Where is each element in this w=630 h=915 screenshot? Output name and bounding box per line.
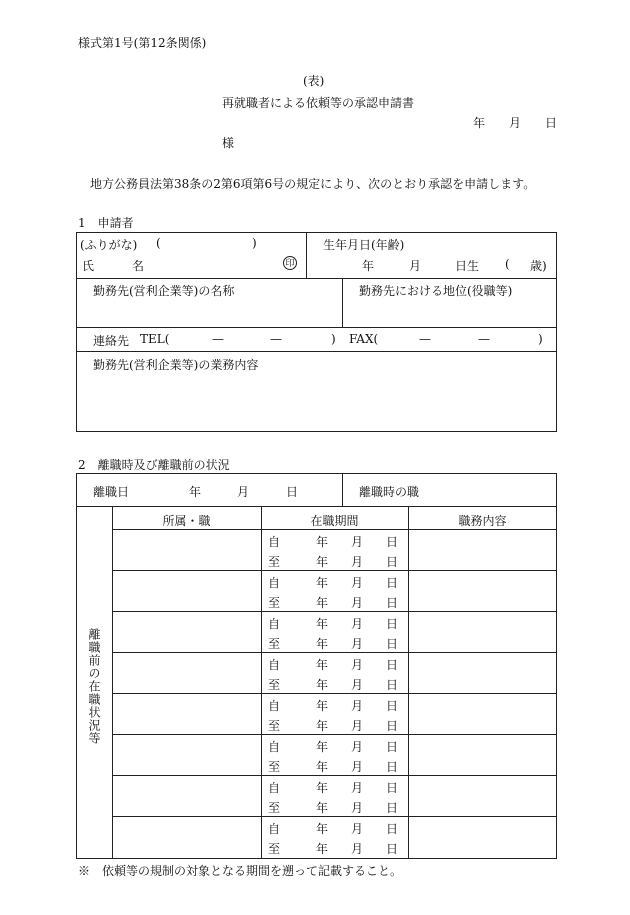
period-from-label: 自 bbox=[268, 740, 281, 754]
fax-dash-2: — bbox=[478, 332, 490, 346]
fax-dash-1: — bbox=[419, 332, 431, 346]
period-from-year: 年 bbox=[316, 822, 329, 836]
birth-day: 日生 bbox=[455, 259, 480, 273]
tel-close: ) bbox=[331, 332, 336, 346]
addressee: 様 bbox=[222, 136, 235, 150]
tel-dash-1: — bbox=[212, 332, 224, 346]
contact-label: 連絡先 bbox=[93, 334, 130, 348]
fax-label: FAX( bbox=[349, 332, 379, 346]
period-to-year: 年 bbox=[316, 637, 329, 651]
period-from-label: 自 bbox=[268, 822, 281, 836]
period-to-month: 月 bbox=[351, 555, 364, 569]
period-from-year: 年 bbox=[316, 576, 329, 590]
period-from-month: 月 bbox=[351, 699, 364, 713]
period-to-day: 日 bbox=[386, 555, 399, 569]
period-from-year: 年 bbox=[316, 699, 329, 713]
period-to-day: 日 bbox=[386, 719, 399, 733]
period-to-day: 日 bbox=[386, 842, 399, 856]
period-from-label: 自 bbox=[268, 617, 281, 631]
history-side-label: 離職前の在職状況等 bbox=[87, 628, 101, 745]
period-from-day: 日 bbox=[386, 822, 399, 836]
period-to-label: 至 bbox=[268, 801, 281, 815]
period-from-month: 月 bbox=[351, 617, 364, 631]
period-from-month: 月 bbox=[351, 576, 364, 590]
period-to-day: 日 bbox=[386, 760, 399, 774]
retire-date-label: 離職日 bbox=[93, 485, 130, 499]
period-from-label: 自 bbox=[268, 699, 281, 713]
name-label-first: 氏 bbox=[82, 259, 95, 273]
age-open: ( bbox=[505, 257, 510, 271]
furigana-paren-open: ( bbox=[156, 236, 161, 250]
period-from-label: 自 bbox=[268, 658, 281, 672]
period-to-year: 年 bbox=[316, 760, 329, 774]
birth-month: 月 bbox=[409, 259, 422, 273]
period-from-day: 日 bbox=[386, 617, 399, 631]
period-to-year: 年 bbox=[316, 678, 329, 692]
form-title: 再就職者による依頼等の承認申請書 bbox=[222, 96, 415, 110]
date-year: 年 bbox=[473, 116, 486, 130]
period-to-month: 月 bbox=[351, 801, 364, 815]
retire-day: 日 bbox=[286, 485, 299, 499]
period-from-day: 日 bbox=[386, 699, 399, 713]
col-duties-header: 職務内容 bbox=[458, 514, 507, 528]
period-from-day: 日 bbox=[386, 576, 399, 590]
retire-year: 年 bbox=[189, 485, 202, 499]
period-from-month: 月 bbox=[351, 535, 364, 549]
period-to-year: 年 bbox=[316, 719, 329, 733]
employer-position-label: 勤務先における地位(役職等) bbox=[359, 284, 513, 298]
period-to-month: 月 bbox=[351, 760, 364, 774]
retire-post-label: 離職時の職 bbox=[359, 485, 420, 499]
period-to-day: 日 bbox=[386, 637, 399, 651]
furigana-label: (ふりがな) bbox=[80, 238, 138, 252]
birth-year: 年 bbox=[362, 259, 375, 273]
period-from-day: 日 bbox=[386, 781, 399, 795]
birthdate-label: 生年月日(年齢) bbox=[323, 238, 405, 252]
period-to-year: 年 bbox=[316, 842, 329, 856]
col-affiliation-header: 所属・職 bbox=[162, 514, 211, 528]
period-to-label: 至 bbox=[268, 760, 281, 774]
period-to-year: 年 bbox=[316, 801, 329, 815]
period-from-month: 月 bbox=[351, 822, 364, 836]
period-from-day: 日 bbox=[386, 658, 399, 672]
period-from-day: 日 bbox=[386, 740, 399, 754]
period-from-day: 日 bbox=[386, 535, 399, 549]
period-to-label: 至 bbox=[268, 719, 281, 733]
period-from-year: 年 bbox=[316, 617, 329, 631]
fax-close: ) bbox=[538, 332, 543, 346]
age-unit: 歳) bbox=[530, 259, 547, 273]
furigana-paren-close: ) bbox=[252, 236, 257, 250]
tel-label: TEL( bbox=[140, 332, 170, 346]
period-from-year: 年 bbox=[316, 535, 329, 549]
period-to-month: 月 bbox=[351, 637, 364, 651]
period-from-month: 月 bbox=[351, 740, 364, 754]
business-content-label: 勤務先(営利企業等)の業務内容 bbox=[93, 358, 259, 372]
form-side-label: (表) bbox=[303, 74, 325, 88]
intro-text: 地方公務員法第38条の2第6項第6号の規定により、次のとおり承認を申請します。 bbox=[90, 177, 536, 191]
date-month: 月 bbox=[509, 116, 522, 130]
period-to-year: 年 bbox=[316, 555, 329, 569]
col-period-header: 在職期間 bbox=[310, 514, 359, 528]
period-from-year: 年 bbox=[316, 740, 329, 754]
period-to-day: 日 bbox=[386, 678, 399, 692]
name-label-second: 名 bbox=[132, 259, 145, 273]
period-to-label: 至 bbox=[268, 637, 281, 651]
period-from-year: 年 bbox=[316, 781, 329, 795]
employer-name-label: 勤務先(営利企業等)の名称 bbox=[93, 284, 235, 298]
section1-heading: 1 申請者 bbox=[78, 216, 134, 230]
period-to-month: 月 bbox=[351, 678, 364, 692]
period-to-label: 至 bbox=[268, 842, 281, 856]
period-to-day: 日 bbox=[386, 596, 399, 610]
period-from-year: 年 bbox=[316, 658, 329, 672]
form-number: 様式第1号(第12条関係) bbox=[78, 36, 207, 50]
period-from-month: 月 bbox=[351, 781, 364, 795]
period-to-day: 日 bbox=[386, 801, 399, 815]
period-to-label: 至 bbox=[268, 678, 281, 692]
seal-mark: 印 bbox=[283, 256, 297, 270]
period-from-label: 自 bbox=[268, 576, 281, 590]
period-to-month: 月 bbox=[351, 842, 364, 856]
date-day: 日 bbox=[545, 116, 558, 130]
section2-heading: 2 離職時及び離職前の状況 bbox=[78, 458, 230, 472]
period-to-month: 月 bbox=[351, 596, 364, 610]
period-from-label: 自 bbox=[268, 535, 281, 549]
period-to-month: 月 bbox=[351, 719, 364, 733]
tel-dash-2: — bbox=[270, 332, 282, 346]
period-to-label: 至 bbox=[268, 555, 281, 569]
period-from-month: 月 bbox=[351, 658, 364, 672]
period-to-label: 至 bbox=[268, 596, 281, 610]
period-from-label: 自 bbox=[268, 781, 281, 795]
retire-month: 月 bbox=[237, 485, 250, 499]
footnote: ※ 依頼等の規制の対象となる期間を遡って記載すること。 bbox=[78, 864, 403, 878]
period-to-year: 年 bbox=[316, 596, 329, 610]
